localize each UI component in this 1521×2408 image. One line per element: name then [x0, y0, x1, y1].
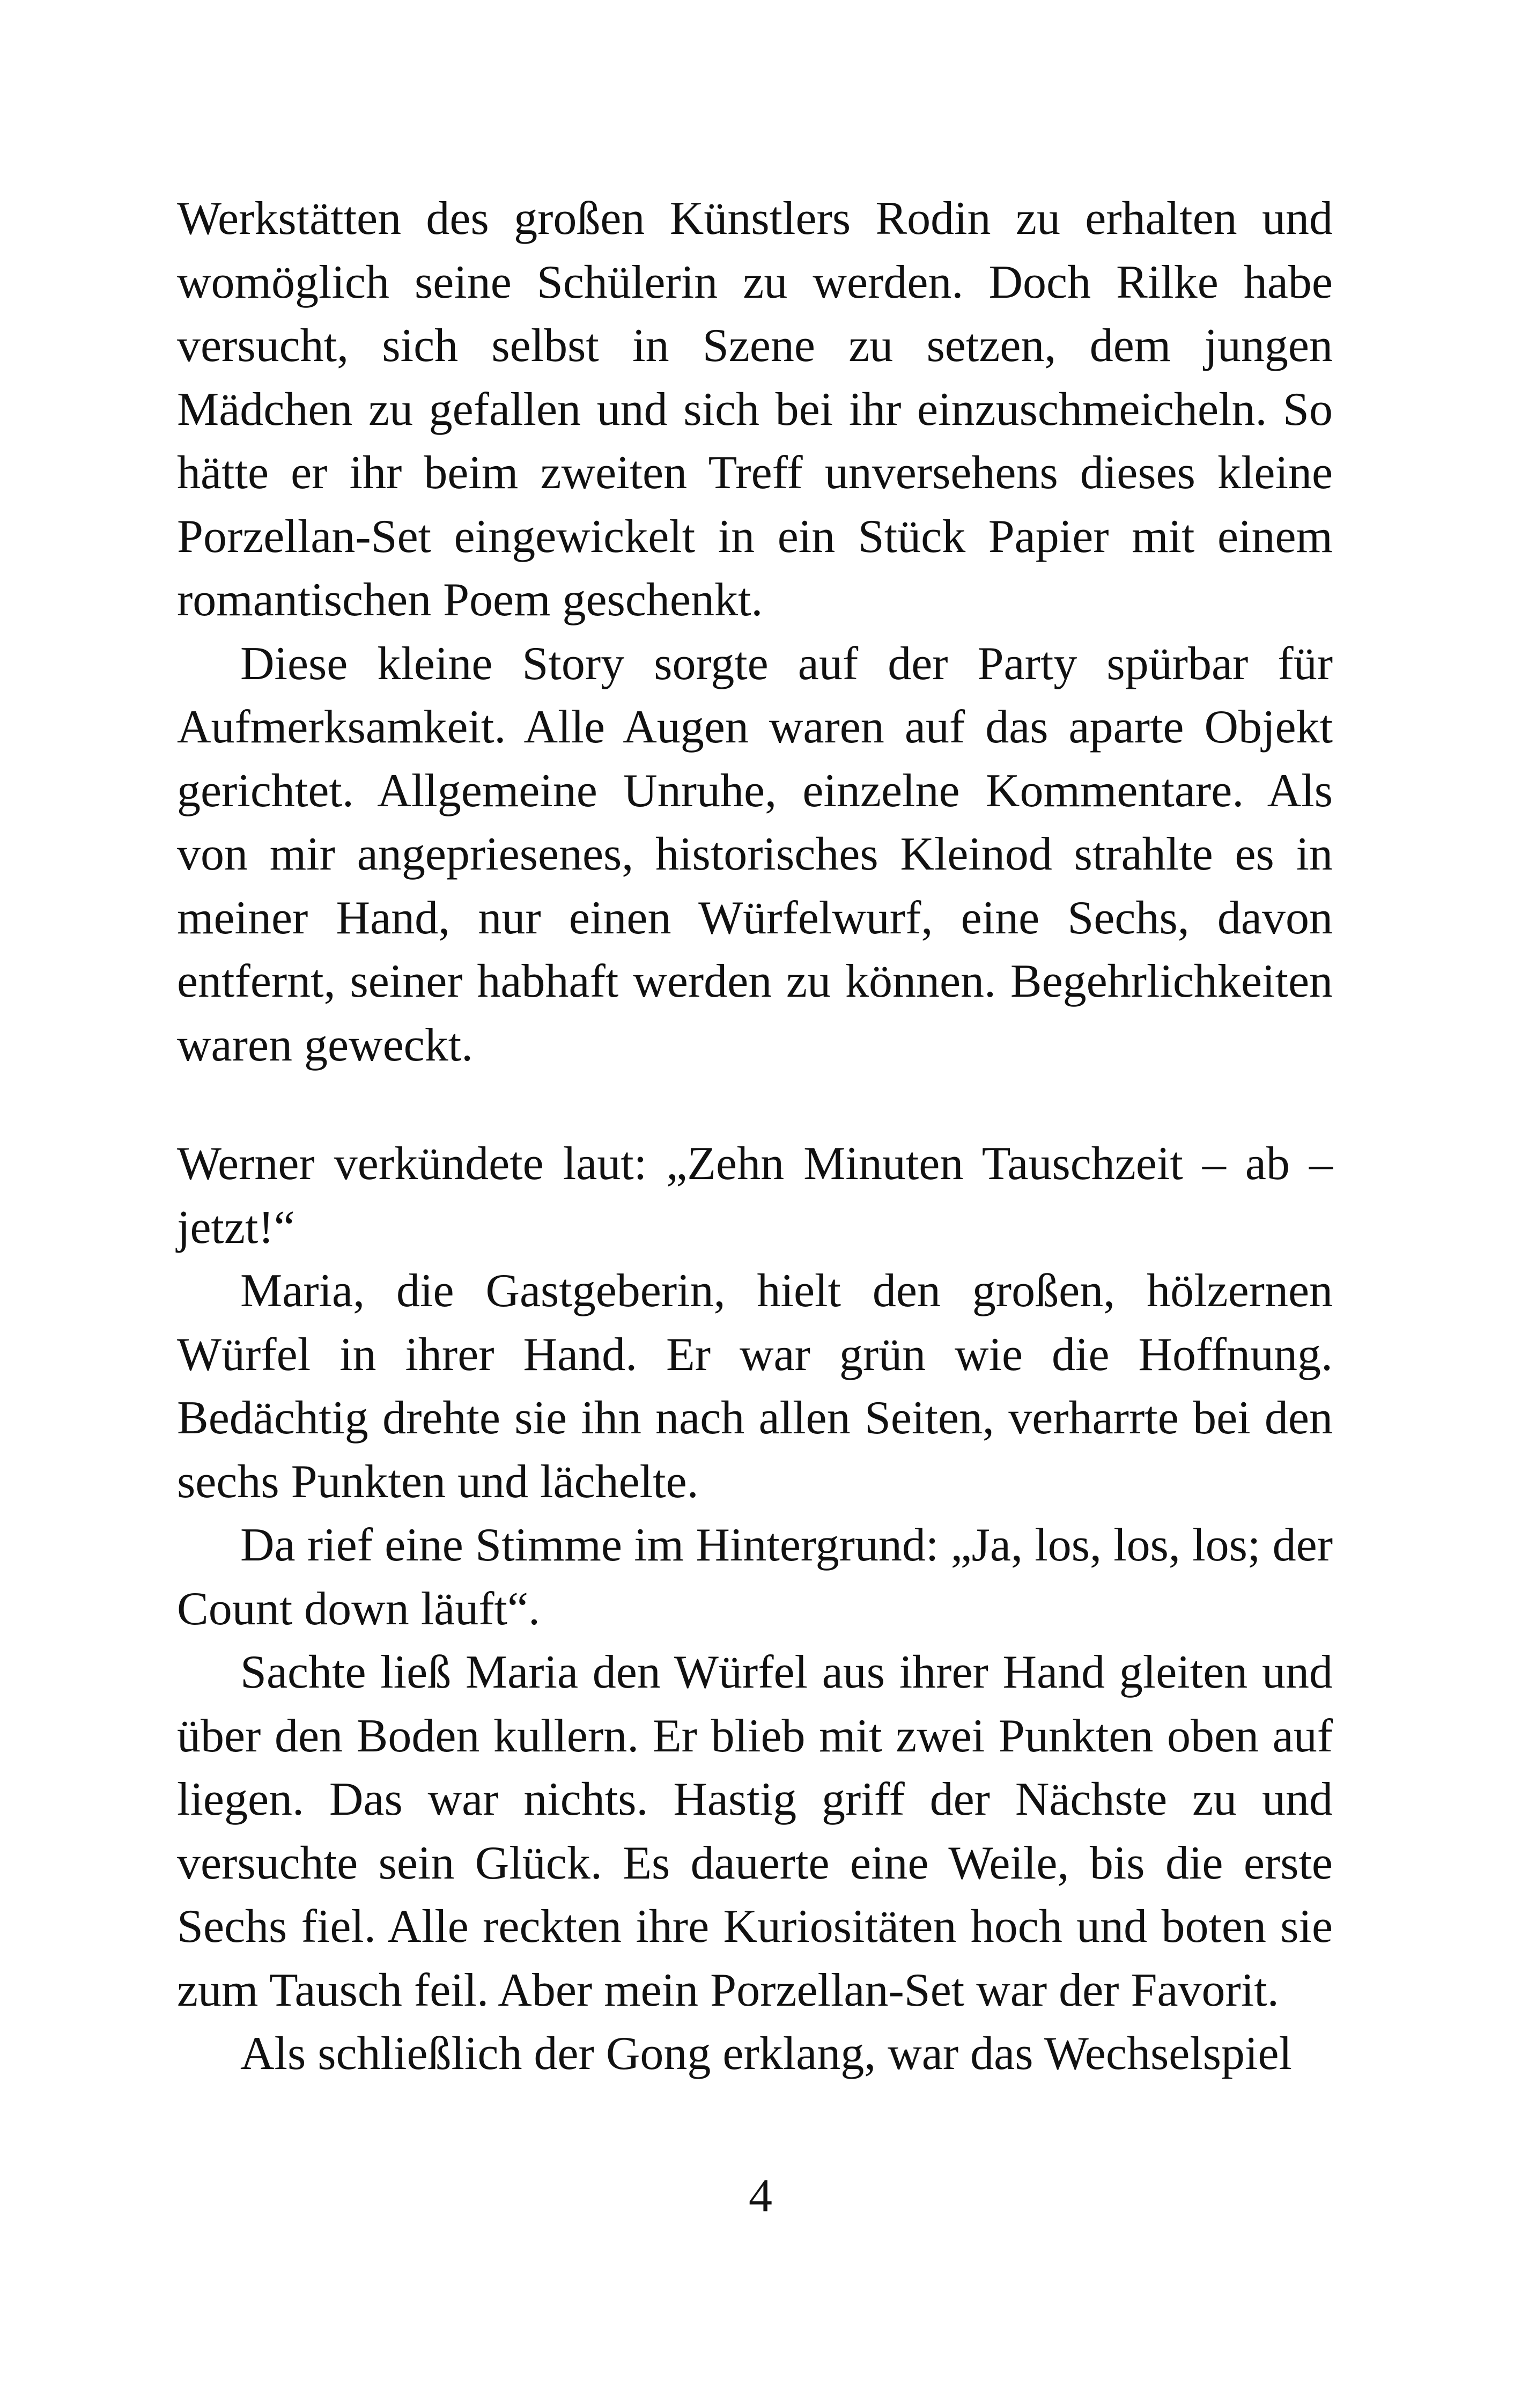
paragraph: Werkstätten des großen Künstlers Rodin zu erhalten und womöglich seine Schülerin zu werden. Doch Rilke habe versucht, sich selbst in Szene zu setzen, dem jungen Mädchen zu gefallen und sich bei ihr einzuschmeicheln. So hätte er ihr beim zweiten Treff unversehens dieses kleine Porzellan-Set eingewickelt in ein Stück Papier mit einem romantischen Poem geschenkt. — [177, 193, 1333, 626]
text-section-one — [177, 187, 1333, 1077]
paragraph: Werner verkündete laut: „Zehn Minuten Tauschzeit – ab – jetzt!“ — [177, 1138, 1333, 1254]
paragraph: Maria, die Gastgeberin, hielt den großen, hölzernen Würfel in ihrer Hand. Er war grün wie die Hoffnung. Bedächtig drehte sie ihn nach allen Seiten, verharrte bei den sechs Punkten und lächelte. — [177, 1265, 1333, 1508]
text-section-two — [177, 1132, 1333, 2086]
page-number: 4 — [749, 2170, 772, 2222]
paragraph: Als schließlich der Gong erklang, war das Wechselspiel — [240, 2028, 1292, 2080]
paragraph: Sachte ließ Maria den Würfel aus ihrer Hand gleiten und über den Boden kullern. Er blieb mit zwei Punkten oben auf liegen. Das war nichts. Hastig griff der Nächste zu und versuchte sein Glück. Es dauerte eine Weile, bis die erste Sechs fiel. Alle reckten ihre Kuriositäten hoch und boten sie zum Tausch feil. Aber mein Porzellan-Set war der Favorit. — [177, 1646, 1333, 2016]
paragraph: Diese kleine Story sorgte auf der Party spürbar für Aufmerksamkeit. Alle Augen waren auf das aparte Objekt gerichtet. Allgemeine Unruhe, einzelne Kommentare. Als von mir angepriesenes, historisches Kleinod strahlte es in meiner Hand, nur einen Würfelwurf, eine Sechs, davon entfernt, seiner habhaft werden zu können. Begehrlichkeiten waren geweckt. — [177, 637, 1333, 1071]
paragraph: Da rief eine Stimme im Hintergrund: „Ja, los, los, los; der Count down läuft“. — [177, 1519, 1333, 1635]
